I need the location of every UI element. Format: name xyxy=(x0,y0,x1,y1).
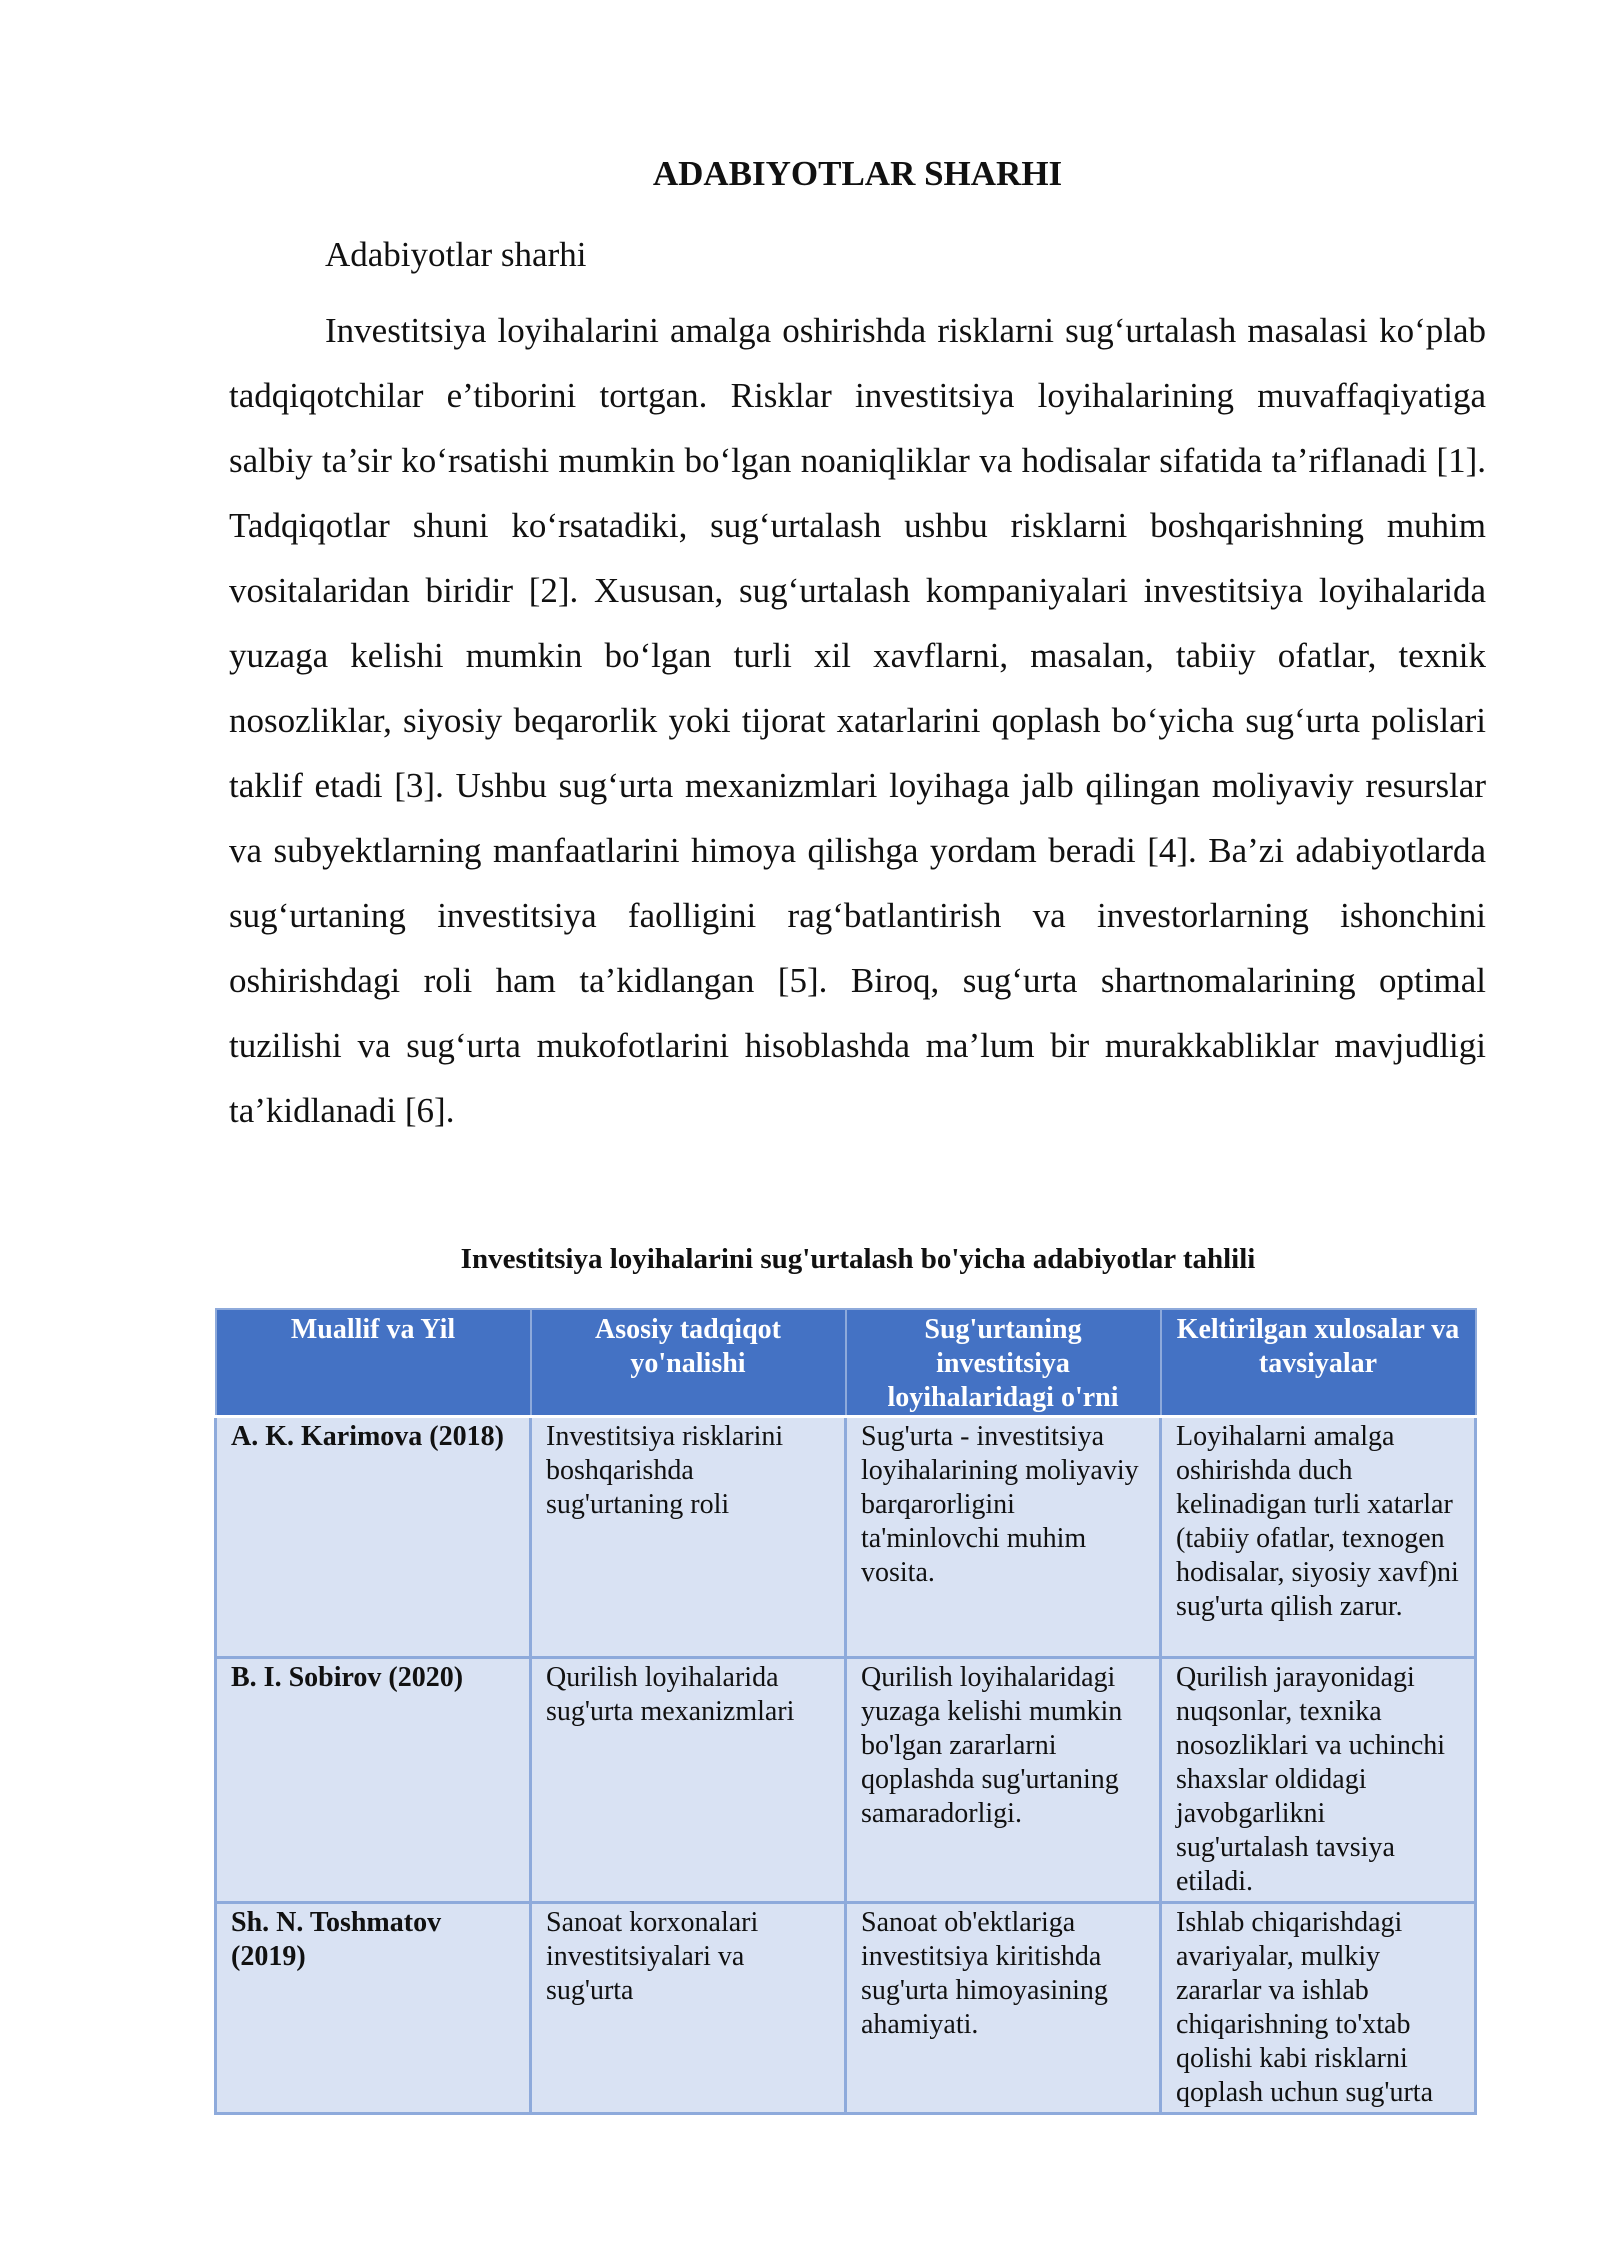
cell-direction: Sanoat korxonalari investitsiyalari va sug'urta xyxy=(531,1903,846,2114)
cell-role: Sanoat ob'ektlariga investitsiya kiritishda sug'urta himoyasining ahamiyati. xyxy=(846,1903,1161,2114)
cell-role: Sug'urta - investitsiya loyihalarining moliyaviy barqarorligini ta'minlovchi muhim vosita. xyxy=(846,1417,1161,1658)
section-heading: ADABIYOTLAR SHARHI xyxy=(652,154,1063,193)
body-paragraph: Investitsiya loyihalarini amalga oshirishda risklarni sug‘urtalash masalasi ko‘plab tadqiqotchilar e’tiborini tortgan. Risklar investitsiya loyihalarining muvaffaqiyatiga salbiy ta’sir ko‘rsatishi mumkin bo‘lgan noaniqliklar va hodisalar sifatida ta’riflanadi [1]. Tadqiqotlar shuni ko‘rsatadiki, sug‘urtalash ushbu risklarni boshqarishning muhim vositalaridan biridir [2]. Xususan, sug‘urtalash kompaniyalari investitsiya loyihalarida yuzaga kelishi mumkin bo‘lgan turli xil xavflarni, masalan, tabiiy ofatlar, texnik nosozliklar, siyosiy beqarorlik yoki tijorat xatarlarini qoplash bo‘yicha sug‘urta polislari taklif etadi [3]. Ushbu sug‘urta mexanizmlari loyihaga jalb qilingan moliyaviy resurslar va subyektlarning manfaatlarini himoya qilishga yordam beradi [4]. Ba’zi adabiyotlarda sug‘urtaning investitsiya faolligini rag‘batlantirish va investorlarning ishonchini oshirishdagi roli ham ta’kidlangan [5]. Biroq, sug‘urta shartnomalarining optimal tuzilishi va sug‘urta mukofotlarini hisoblashda ma’lum bir murakkabliklar mavjudligi ta’kidlanadi [6]. xyxy=(229,311,1486,1130)
cell-conclusion: Qurilish jarayonidagi nuqsonlar, texnika nosozliklari va uchinchi shaxslar oldidagi javobgarlikni sug'urtalash tavsiya etiladi. xyxy=(1161,1658,1476,1903)
literature-table xyxy=(214,1308,1477,2115)
subheading: Adabiyotlar sharhi xyxy=(325,235,587,274)
cell-direction: Investitsiya risklarini boshqarishda sug'urtaning roli xyxy=(531,1417,846,1658)
header-research-direction: Asosiy tadqiqot yo'nalishi xyxy=(531,1309,846,1417)
table-title: Investitsiya loyihalarini sug'urtalash bo'yicha adabiyotlar tahlili xyxy=(460,1243,1256,1275)
cell-author: B. I. Sobirov (2020) xyxy=(216,1658,531,1903)
cell-author: Sh. N. Toshmatov (2019) xyxy=(216,1903,531,2114)
header-conclusions: Keltirilgan xulosalar va tavsiyalar xyxy=(1161,1309,1476,1417)
table-row xyxy=(216,1658,1476,1903)
cell-conclusion: Loyihalarni amalga oshirishda duch kelinadigan turli xatarlar (tabiiy ofatlar, texnogen hodisalar, siyosiy xavf)ni sug'urta qilish zarur. xyxy=(1161,1417,1476,1658)
cell-role: Qurilish loyihalaridagi yuzaga kelishi mumkin bo'lgan zararlarni qoplashda sug'urtaning samaradorligi. xyxy=(846,1658,1161,1903)
cell-author: A. K. Karimova (2018) xyxy=(216,1417,531,1658)
table-header-row xyxy=(216,1309,1476,1417)
table-row xyxy=(216,1417,1476,1658)
cell-conclusion: Ishlab chiqarishdagi avariyalar, mulkiy zararlar va ishlab chiqarishning to'xtab qolishi kabi risklarni qoplash uchun sug'urta xyxy=(1161,1903,1476,2114)
table-row xyxy=(216,1903,1476,2114)
header-insurance-role: Sug'urtaning investitsiya loyihalaridagi o'rni xyxy=(846,1309,1161,1417)
header-author-year: Muallif va Yil xyxy=(216,1309,531,1417)
cell-direction: Qurilish loyihalarida sug'urta mexanizmlari xyxy=(531,1658,846,1903)
